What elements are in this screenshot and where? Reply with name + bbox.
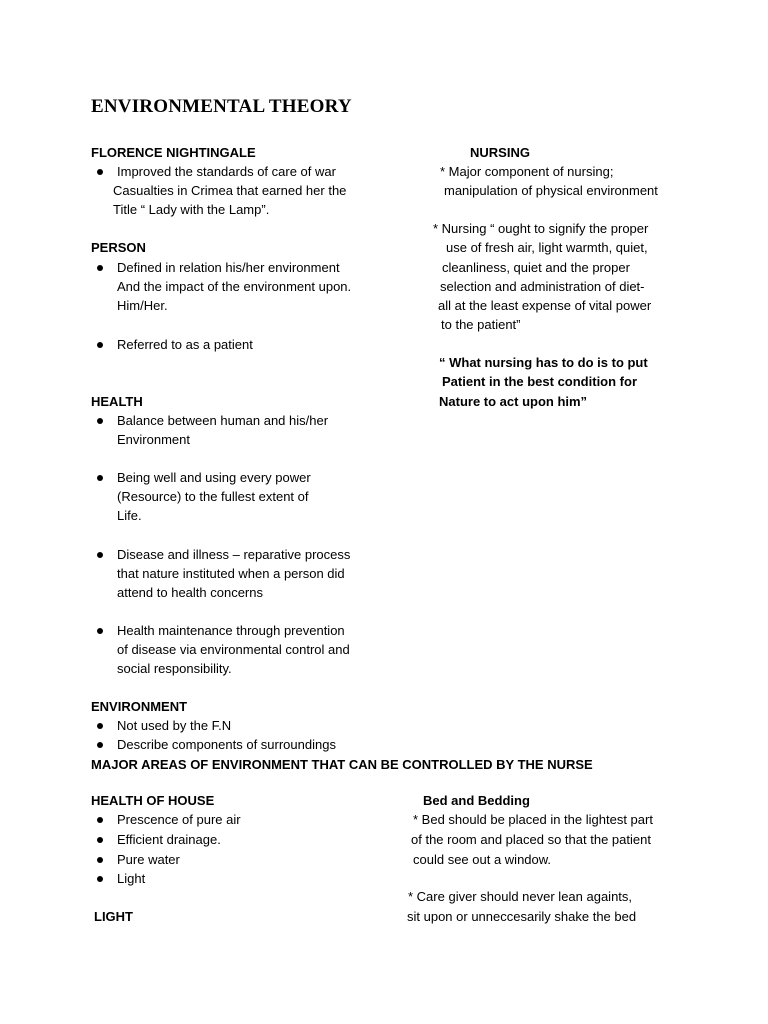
nursing-text: all at the least expense of vital power [438,298,652,313]
bullet-icon [97,857,103,863]
bed-text: * Care giver should never lean againts, [408,889,633,904]
list-item-text: Efficient drainage. [117,832,221,847]
bullet-icon [97,723,103,729]
heading-environment: ENVIRONMENT [91,699,188,714]
bullet-icon [97,265,103,271]
heading-health: HEALTH [91,394,143,409]
bullet-icon [97,628,103,634]
list-item-text: Referred to as a patient [117,337,253,352]
list-item-text: Pure water [117,852,180,867]
nursing-text: cleanliness, quiet and the proper [442,260,630,275]
nursing-text: manipulation of physical environment [444,183,658,198]
bullet-icon [97,552,103,558]
list-item-text: Life. [117,508,142,523]
list-item-text: Title “ Lady with the Lamp”. [113,202,270,217]
heading-major-areas: MAJOR AREAS OF ENVIRONMENT THAT CAN BE CONTROLLED BY THE NURSE [91,757,593,772]
list-item-text: Defined in relation his/her environment [117,260,340,275]
page-title: ENVIRONMENTAL THEORY [91,96,352,117]
nursing-text: use of fresh air, light warmth, quiet, [446,240,648,255]
list-item-text: that nature instituted when a person did [117,566,345,581]
heading-florence-nightingale: FLORENCE NIGHTINGALE [91,145,256,160]
bullet-icon [97,876,103,882]
bullet-icon [97,475,103,481]
list-item-text: Being well and using every power [117,470,311,485]
bullet-icon [97,817,103,823]
nursing-quote: Nature to act upon him” [439,394,588,409]
heading-light: LIGHT [94,909,133,924]
bullet-icon [97,169,103,175]
nursing-quote: Patient in the best condition for [442,374,637,389]
list-item-text: Disease and illness – reparative process [117,547,351,562]
list-item-text: Him/Her. [117,298,168,313]
list-item-text: (Resource) to the fullest extent of [117,489,309,504]
bullet-icon [97,418,103,424]
list-item-text: Light [117,871,146,886]
list-item-text: Health maintenance through prevention [117,623,345,638]
list-item-text: social responsibility. [117,661,232,676]
nursing-text: * Nursing “ ought to signify the proper [433,221,649,236]
list-item-text: Not used by the F.N [117,718,232,733]
nursing-text: selection and administration of diet- [440,279,645,294]
list-item-text: Environment [117,432,190,447]
nursing-text: to the patient” [441,317,521,332]
list-item-text: attend to health concerns [117,585,263,600]
list-item-text: Balance between human and his/her [117,413,329,428]
list-item-text: Improved the standards of care of war [117,164,336,179]
heading-bed-and-bedding: Bed and Bedding [423,793,530,808]
bed-text: could see out a window. [413,852,552,867]
list-item-text: Prescence of pure air [117,812,241,827]
list-item-text: Casualties in Crimea that earned her the [113,183,347,198]
heading-person: PERSON [91,240,146,255]
nursing-text: * Major component of nursing; [440,164,614,179]
bed-text: sit upon or unneccesarily shake the bed [407,909,637,924]
nursing-quote: “ What nursing has to do is to put [439,355,648,370]
bed-text: * Bed should be placed in the lightest part [413,812,653,827]
list-item-text: of disease via environmental control and [117,642,350,657]
list-item-text: And the impact of the environment upon. [117,279,352,294]
heading-nursing: NURSING [470,145,530,160]
bed-text: of the room and placed so that the patient [411,832,651,847]
heading-health-of-house: HEALTH OF HOUSE [91,793,215,808]
bullet-icon [97,742,103,748]
bullet-icon [97,837,103,843]
bullet-icon [97,342,103,348]
list-item-text: Describe components of surroundings [117,737,336,752]
